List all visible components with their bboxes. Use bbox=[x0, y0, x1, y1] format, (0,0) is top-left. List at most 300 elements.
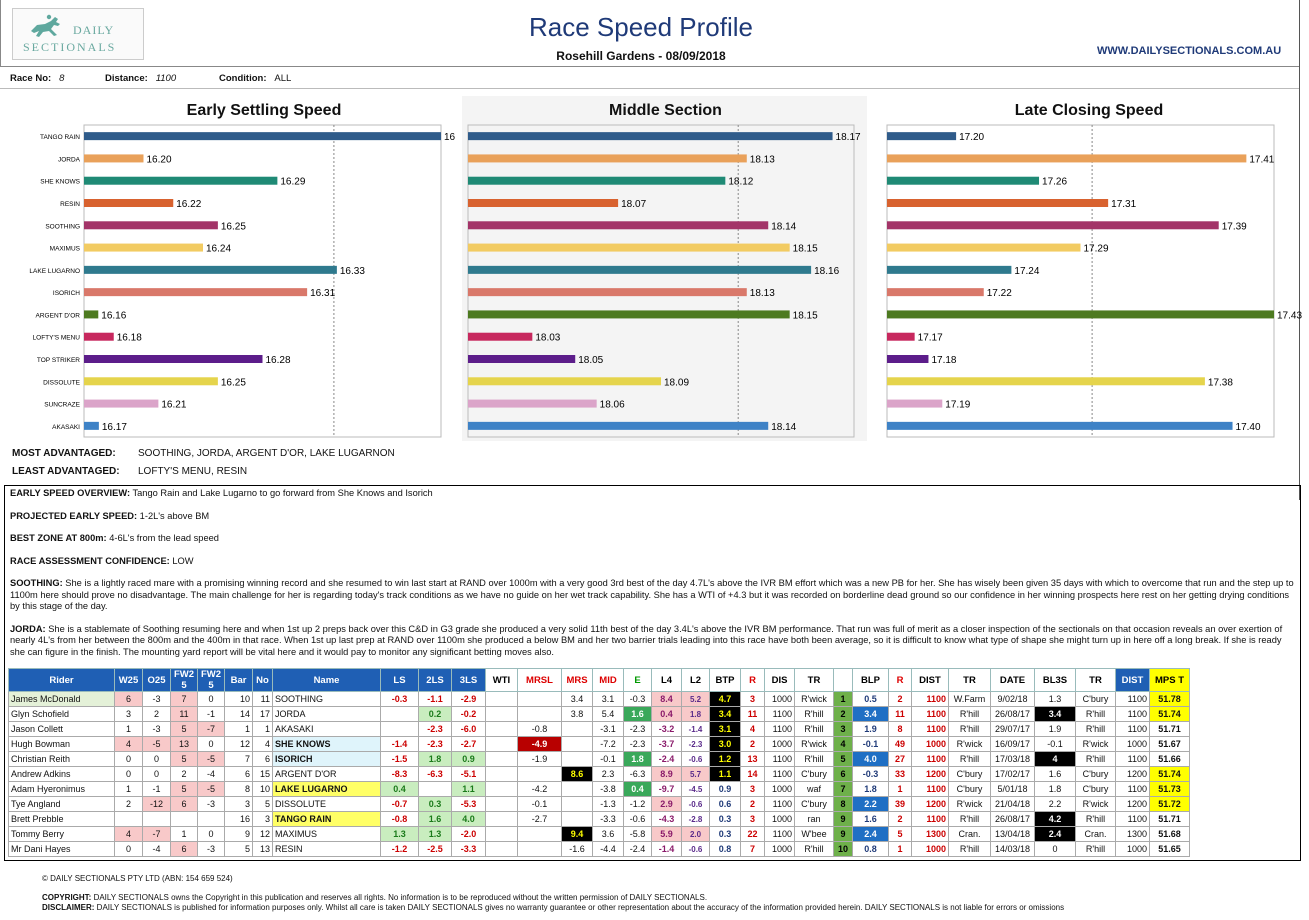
table-cell: -2.4 bbox=[624, 842, 652, 857]
table-cell: -2.3 bbox=[419, 737, 452, 752]
table-cell: Mr Dani Hayes bbox=[9, 842, 115, 857]
table-cell: -5.8 bbox=[624, 827, 652, 842]
table-cell: -7 bbox=[143, 827, 171, 842]
table-cell: -3 bbox=[143, 722, 171, 737]
best-zone: BEST ZONE AT 800m: 4-6L's from the lead speed bbox=[10, 533, 219, 543]
table-cell: 1100 bbox=[765, 767, 795, 782]
bar-1-12 bbox=[468, 400, 597, 408]
table-cell: -3.3 bbox=[452, 842, 486, 857]
confidence: RACE ASSESSMENT CONFIDENCE: LOW bbox=[10, 555, 194, 566]
table-cell: 3 bbox=[115, 707, 143, 722]
table-cell: -12 bbox=[143, 797, 171, 812]
table-cell: C'bury bbox=[1076, 692, 1116, 707]
runner-table bbox=[8, 668, 1190, 857]
table-cell: -2.8 bbox=[682, 812, 710, 827]
table-cell: -0.3 bbox=[853, 767, 889, 782]
table-cell: -3.3 bbox=[593, 812, 624, 827]
bar-value-label: 17.22 bbox=[986, 288, 1012, 300]
bar-value-label: 18.09 bbox=[664, 377, 690, 389]
table-cell: 4 bbox=[834, 737, 853, 752]
table-cell: 1.3 bbox=[419, 827, 452, 842]
table-cell: 1000 bbox=[765, 812, 795, 827]
col-header: R bbox=[889, 669, 912, 692]
table-cell bbox=[562, 722, 593, 737]
table-cell: 3.1 bbox=[710, 722, 741, 737]
table-cell: 3 bbox=[834, 722, 853, 737]
bar-value-label: 18.13 bbox=[749, 154, 775, 166]
table-cell: -2.9 bbox=[452, 692, 486, 707]
table-cell: 2 bbox=[115, 797, 143, 812]
table-cell: 0.6 bbox=[710, 797, 741, 812]
category-label: ISORICH bbox=[52, 290, 80, 298]
table-cell: -2.3 bbox=[419, 722, 452, 737]
bar-value-label: 17.17 bbox=[917, 332, 943, 344]
col-header: 2LS bbox=[419, 669, 452, 692]
table-cell: 0 bbox=[115, 842, 143, 857]
table-cell: -7 bbox=[198, 722, 225, 737]
col-header: BLP bbox=[853, 669, 889, 692]
table-cell: 0 bbox=[143, 752, 171, 767]
table-cell: 3.4 bbox=[853, 707, 889, 722]
bar-1-5 bbox=[468, 244, 790, 252]
bar-1-6 bbox=[468, 266, 811, 274]
table-row[interactable] bbox=[9, 812, 1190, 827]
bar-value-label: 16.17 bbox=[101, 421, 127, 433]
table-cell: 51.72 bbox=[1150, 797, 1190, 812]
table-cell: R'hill bbox=[949, 812, 991, 827]
bar-value-label: 18.16 bbox=[814, 265, 840, 277]
category-label: SUNCRAZE bbox=[44, 401, 80, 409]
table-cell bbox=[486, 752, 518, 767]
bar-0-13 bbox=[84, 422, 99, 430]
table-cell: 51.71 bbox=[1150, 812, 1190, 827]
table-cell: 1000 bbox=[1116, 737, 1150, 752]
table-cell: 0.4 bbox=[624, 782, 652, 797]
bar-value-label: 16.24 bbox=[206, 243, 232, 255]
table-cell: -0.1 bbox=[518, 797, 562, 812]
table-cell: -0.1 bbox=[853, 737, 889, 752]
bar-value-label: 16.25 bbox=[220, 377, 246, 389]
bar-2-13 bbox=[887, 422, 1233, 430]
table-cell: 15 bbox=[253, 767, 273, 782]
table-cell: R'wick bbox=[795, 737, 834, 752]
bar-value-label: 18.14 bbox=[771, 221, 797, 233]
chart-frame-1 bbox=[468, 125, 854, 437]
table-cell: -5.3 bbox=[452, 797, 486, 812]
table-cell: -3 bbox=[198, 797, 225, 812]
table-cell: 2 bbox=[143, 707, 171, 722]
table-cell: -5 bbox=[143, 737, 171, 752]
table-cell: 5.9 bbox=[652, 827, 682, 842]
table-row[interactable] bbox=[9, 692, 1190, 707]
bar-value-label: 18.15 bbox=[792, 310, 818, 322]
table-cell: R'hill bbox=[949, 842, 991, 857]
table-cell: C'bury bbox=[949, 767, 991, 782]
table-cell: -3 bbox=[198, 842, 225, 857]
website-link[interactable]: WWW.DAILYSECTIONALS.COM.AU bbox=[1097, 45, 1282, 57]
table-cell: 0 bbox=[115, 767, 143, 782]
table-cell: 5 bbox=[225, 842, 253, 857]
bar-value-label: 18.15 bbox=[792, 243, 818, 255]
table-cell: 51.68 bbox=[1150, 827, 1190, 842]
table-cell bbox=[486, 827, 518, 842]
table-cell bbox=[486, 722, 518, 737]
table-cell: -0.1 bbox=[593, 752, 624, 767]
bar-1-10 bbox=[468, 355, 575, 363]
table-cell: -1.1 bbox=[419, 692, 452, 707]
table-cell: 1.3 bbox=[1035, 692, 1076, 707]
chart-title-early: Early Settling Speed bbox=[186, 102, 342, 119]
table-cell: DISSOLUTE bbox=[273, 797, 381, 812]
table-cell: C'bury bbox=[1076, 767, 1116, 782]
table-cell bbox=[486, 707, 518, 722]
table-cell: 1.2 bbox=[710, 752, 741, 767]
table-cell: 7 bbox=[225, 752, 253, 767]
table-cell: Adam Hyeronimus bbox=[9, 782, 115, 797]
table-cell bbox=[486, 737, 518, 752]
table-cell: 8 bbox=[834, 797, 853, 812]
table-cell: -2.7 bbox=[452, 737, 486, 752]
bar-0-9 bbox=[84, 333, 114, 341]
category-label: AKASAKI bbox=[52, 423, 80, 431]
bar-value-label: 17.18 bbox=[931, 355, 957, 366]
table-cell: -1.5 bbox=[381, 752, 419, 767]
table-header-row bbox=[9, 669, 1190, 692]
table-cell bbox=[143, 812, 171, 827]
table-cell bbox=[381, 722, 419, 737]
table-cell: -1.4 bbox=[682, 722, 710, 737]
col-header: No bbox=[253, 669, 273, 692]
bar-value-label: 16 bbox=[444, 132, 456, 144]
table-cell: 11 bbox=[741, 707, 765, 722]
bar-2-11 bbox=[887, 377, 1205, 385]
bar-value-label: 16.25 bbox=[220, 221, 246, 233]
table-cell: 1100 bbox=[1116, 722, 1150, 737]
table-cell: -6.3 bbox=[624, 767, 652, 782]
table-cell: 5.4 bbox=[593, 707, 624, 722]
page-subtitle: Rosehill Gardens - 08/09/2018 bbox=[556, 49, 726, 63]
col-header: W25 bbox=[115, 669, 143, 692]
table-cell: -0.3 bbox=[381, 692, 419, 707]
table-cell: 1300 bbox=[912, 827, 949, 842]
bar-value-label: 18.14 bbox=[771, 421, 797, 433]
table-cell: 2.2 bbox=[853, 797, 889, 812]
table-cell: 1.8 bbox=[624, 752, 652, 767]
table-cell: 1200 bbox=[912, 767, 949, 782]
bar-0-5 bbox=[84, 244, 203, 252]
table-cell: 51.66 bbox=[1150, 752, 1190, 767]
table-cell: 1100 bbox=[912, 692, 949, 707]
table-cell: -0.1 bbox=[1035, 737, 1076, 752]
table-cell: 3.8 bbox=[562, 707, 593, 722]
footer-disclaimer: DISCLAIMER: DAILY SECTIONALS is published for information purposes only. Whilst all care is taken DAILY SECTIONALS gives no warranty guarantee or other representation about the accuracy of the information provided herein. DAILY SECTIONALS is not liable for errors or omissions bbox=[42, 903, 1065, 912]
table-cell bbox=[562, 752, 593, 767]
table-cell: Tommy Berry bbox=[9, 827, 115, 842]
bar-0-2 bbox=[84, 177, 277, 185]
table-cell: 21/04/18 bbox=[991, 797, 1035, 812]
bar-2-1 bbox=[887, 154, 1246, 162]
table-cell: 9 bbox=[834, 827, 853, 842]
bar-value-label: 18.12 bbox=[728, 176, 754, 188]
table-cell: 1.6 bbox=[624, 707, 652, 722]
table-cell: 5 bbox=[889, 827, 912, 842]
col-header: Bar bbox=[225, 669, 253, 692]
table-cell: 6 bbox=[115, 692, 143, 707]
table-cell: Brett Prebble bbox=[9, 812, 115, 827]
table-row[interactable] bbox=[9, 782, 1190, 797]
col-header: 3LS bbox=[452, 669, 486, 692]
table-cell: -9.7 bbox=[652, 782, 682, 797]
bar-2-10 bbox=[887, 355, 928, 363]
table-cell: 5 bbox=[171, 722, 198, 737]
table-cell: 2 bbox=[889, 812, 912, 827]
table-row[interactable] bbox=[9, 842, 1190, 857]
table-cell: 1100 bbox=[1116, 812, 1150, 827]
table-cell: 4 bbox=[253, 737, 273, 752]
bar-value-label: 17.31 bbox=[1111, 199, 1137, 210]
bar-value-label: 17.26 bbox=[1042, 176, 1068, 188]
table-cell: 0.5 bbox=[853, 692, 889, 707]
table-cell: -0.6 bbox=[624, 812, 652, 827]
bar-1-1 bbox=[468, 154, 747, 162]
table-cell: C'bury bbox=[949, 782, 991, 797]
table-cell: 2.2 bbox=[1035, 797, 1076, 812]
table-cell bbox=[562, 737, 593, 752]
table-row[interactable] bbox=[9, 737, 1190, 752]
table-cell: -4.3 bbox=[652, 812, 682, 827]
bar-value-label: 18.03 bbox=[535, 332, 561, 344]
col-header: TR bbox=[949, 669, 991, 692]
table-cell: -0.6 bbox=[682, 797, 710, 812]
table-cell: 1.8 bbox=[682, 707, 710, 722]
table-cell: 1.6 bbox=[419, 812, 452, 827]
table-row[interactable] bbox=[9, 752, 1190, 767]
table-cell bbox=[562, 797, 593, 812]
table-cell: -4.5 bbox=[682, 782, 710, 797]
table-cell: 1 bbox=[171, 827, 198, 842]
table-cell: -5 bbox=[198, 782, 225, 797]
table-cell: 8.4 bbox=[652, 692, 682, 707]
table-cell bbox=[518, 827, 562, 842]
table-cell: 3.4 bbox=[1035, 707, 1076, 722]
col-header: DIST bbox=[1116, 669, 1150, 692]
bar-0-7 bbox=[84, 288, 307, 296]
bar-value-label: 17.29 bbox=[1083, 243, 1109, 255]
table-cell: -1.4 bbox=[652, 842, 682, 857]
col-header: E bbox=[624, 669, 652, 692]
table-cell: 16/09/17 bbox=[991, 737, 1035, 752]
table-cell: 6 bbox=[253, 752, 273, 767]
table-cell: R'hill bbox=[795, 752, 834, 767]
table-row[interactable] bbox=[9, 707, 1190, 722]
category-label: SOOTHING bbox=[45, 223, 80, 231]
table-cell: 51.65 bbox=[1150, 842, 1190, 857]
table-cell: 8.6 bbox=[562, 767, 593, 782]
table-cell: 1100 bbox=[1116, 782, 1150, 797]
table-cell: -3 bbox=[143, 692, 171, 707]
table-cell: -8.3 bbox=[381, 767, 419, 782]
bar-2-8 bbox=[887, 310, 1274, 318]
table-cell: -5 bbox=[198, 752, 225, 767]
bar-0-12 bbox=[84, 400, 158, 408]
bar-value-label: 16.33 bbox=[339, 265, 365, 277]
table-cell bbox=[518, 692, 562, 707]
table-cell: 3.6 bbox=[593, 827, 624, 842]
page-title: Race Speed Profile bbox=[528, 12, 754, 42]
bar-value-label: 17.40 bbox=[1235, 421, 1261, 433]
table-cell: 14/03/18 bbox=[991, 842, 1035, 857]
bar-value-label: 17.39 bbox=[1221, 221, 1247, 233]
table-cell: -0.7 bbox=[381, 797, 419, 812]
table-cell: 26/08/17 bbox=[991, 707, 1035, 722]
table-cell: 1200 bbox=[1116, 767, 1150, 782]
category-label: TANGO RAIN bbox=[40, 134, 80, 142]
table-cell: 1100 bbox=[1116, 692, 1150, 707]
table-cell: 51.78 bbox=[1150, 692, 1190, 707]
bar-0-0 bbox=[84, 132, 441, 140]
table-cell: 1 bbox=[115, 782, 143, 797]
least-advantaged: LEAST ADVANTAGED: LOFTY'S MENU, RESIN bbox=[12, 466, 248, 477]
most-advantaged: MOST ADVANTAGED: SOOTHING, JORDA, ARGENT D'OR, LAKE LUGARNON bbox=[12, 448, 395, 459]
table-cell: 1 bbox=[225, 722, 253, 737]
table-cell: 1.9 bbox=[1035, 722, 1076, 737]
footer-copyright: COPYRIGHT: DAILY SECTIONALS owns the Copyright in this publication and reserves all rights. No information is to be reproduced without the written permission of DAILY SECTIONALS. bbox=[42, 893, 708, 902]
bar-1-13 bbox=[468, 422, 768, 430]
table-cell: R'hill bbox=[1076, 722, 1116, 737]
table-cell: -0.6 bbox=[682, 842, 710, 857]
table-cell: 12 bbox=[253, 827, 273, 842]
col-header: DATE bbox=[991, 669, 1035, 692]
projected-early-speed: PROJECTED EARLY SPEED: 1-2L's above BM bbox=[10, 510, 210, 521]
table-cell: -0.8 bbox=[518, 722, 562, 737]
bar-1-4 bbox=[468, 221, 768, 229]
table-cell: 14 bbox=[741, 767, 765, 782]
table-cell: Tye Angland bbox=[9, 797, 115, 812]
table-cell: C'bury bbox=[795, 767, 834, 782]
table-cell: 1300 bbox=[1116, 827, 1150, 842]
bar-2-3 bbox=[887, 199, 1108, 207]
table-cell: 2 bbox=[889, 692, 912, 707]
footer-company: © DAILY SECTIONALS PTY LTD (ABN: 154 659 524) bbox=[42, 874, 233, 883]
bar-2-7 bbox=[887, 288, 984, 296]
table-cell: 1 bbox=[834, 692, 853, 707]
table-cell: 16 bbox=[225, 812, 253, 827]
table-cell: 7 bbox=[834, 782, 853, 797]
table-cell: R'hill bbox=[949, 707, 991, 722]
table-cell: 9 bbox=[225, 827, 253, 842]
bar-1-8 bbox=[468, 310, 790, 318]
table-cell: 6 bbox=[171, 797, 198, 812]
table-cell: 1100 bbox=[912, 812, 949, 827]
table-cell: 0 bbox=[1035, 842, 1076, 857]
col-header: R bbox=[741, 669, 765, 692]
table-cell: 1100 bbox=[765, 707, 795, 722]
table-cell: 12 bbox=[225, 737, 253, 752]
bar-2-0 bbox=[887, 132, 956, 140]
bar-2-2 bbox=[887, 177, 1039, 185]
category-label: JORDA bbox=[57, 156, 80, 164]
bar-2-5 bbox=[887, 244, 1081, 252]
table-cell: -1.2 bbox=[381, 842, 419, 857]
table-cell: waf bbox=[795, 782, 834, 797]
table-cell: -1 bbox=[143, 782, 171, 797]
table-cell: MAXIMUS bbox=[273, 827, 381, 842]
table-cell bbox=[486, 767, 518, 782]
table-row[interactable] bbox=[9, 722, 1190, 737]
table-cell: 3 bbox=[253, 812, 273, 827]
bar-0-8 bbox=[84, 310, 98, 318]
table-cell: 10 bbox=[834, 842, 853, 857]
bar-value-label: 16.16 bbox=[101, 310, 127, 322]
col-header bbox=[834, 669, 853, 692]
table-cell: James McDonald bbox=[9, 692, 115, 707]
table-cell: 0 bbox=[198, 737, 225, 752]
table-cell: 5.2 bbox=[682, 692, 710, 707]
table-cell: 1.6 bbox=[1035, 767, 1076, 782]
table-row[interactable] bbox=[9, 797, 1190, 812]
bar-value-label: 17.19 bbox=[945, 399, 971, 411]
table-cell: -0.6 bbox=[682, 752, 710, 767]
table-cell: 5.7 bbox=[682, 767, 710, 782]
table-cell: 7 bbox=[741, 842, 765, 857]
col-header: FW2 5 bbox=[171, 669, 198, 692]
bar-0-4 bbox=[84, 221, 218, 229]
bar-value-label: 17.20 bbox=[959, 132, 985, 144]
bar-value-label: 18.07 bbox=[621, 199, 647, 210]
table-cell: 4 bbox=[741, 722, 765, 737]
bar-1-3 bbox=[468, 199, 618, 207]
table-cell: 3.4 bbox=[562, 692, 593, 707]
table-cell: -3.2 bbox=[652, 722, 682, 737]
table-cell: 0.8 bbox=[853, 842, 889, 857]
table-cell: -3.8 bbox=[593, 782, 624, 797]
bar-value-label: 16.31 bbox=[310, 288, 336, 300]
table-row[interactable] bbox=[9, 827, 1190, 842]
table-cell: 6 bbox=[225, 767, 253, 782]
table-cell: 1100 bbox=[765, 827, 795, 842]
table-row[interactable] bbox=[9, 767, 1190, 782]
bar-0-10 bbox=[84, 355, 263, 363]
table-cell: -2.5 bbox=[419, 842, 452, 857]
table-cell: R'hill bbox=[795, 707, 834, 722]
table-cell: W.Farm bbox=[949, 692, 991, 707]
bar-value-label: 18.17 bbox=[835, 132, 861, 144]
table-cell: R'wick bbox=[949, 797, 991, 812]
table-cell: -4 bbox=[143, 842, 171, 857]
col-header: O25 bbox=[143, 669, 171, 692]
table-cell: 4 bbox=[115, 827, 143, 842]
table-cell: 3 bbox=[225, 797, 253, 812]
table-cell: 3 bbox=[741, 692, 765, 707]
category-label: LOFTY'S MENU bbox=[32, 334, 80, 342]
jorda-analysis: JORDA: She is a stablemate of Soothing resuming here and when 1st up 2 preps back over this C&D in G3 grade she produced a very solid 11th best of the day 3.4L's above the IVR BM performance. That run was full of merit as a closer inspection of the sectionals on that occasion reveals an over exertion of nearly 4L's from her between the 800m and the 400m in that race. When 1st up last prep at RAND over 1100m she produced a below BM and her two barrier trials leading into this race have both been average, so it is difficult to know what type of shape she might turn up in here off a long break. If she is ready she can figure in the finish. The mounting yard report will be vital here and it would pay to monitor any significant betting moves also. bbox=[10, 623, 1283, 657]
table-cell bbox=[518, 707, 562, 722]
table-cell: TANGO RAIN bbox=[273, 812, 381, 827]
table-cell: Hugh Bowman bbox=[9, 737, 115, 752]
table-cell: RESIN bbox=[273, 842, 381, 857]
table-cell: -2.3 bbox=[682, 737, 710, 752]
table-cell: -2.0 bbox=[452, 827, 486, 842]
table-cell: 17/03/18 bbox=[991, 752, 1035, 767]
table-cell: 2 bbox=[741, 797, 765, 812]
table-cell: Andrew Adkins bbox=[9, 767, 115, 782]
table-cell: 51.74 bbox=[1150, 707, 1190, 722]
table-cell: 8.9 bbox=[652, 767, 682, 782]
table-cell: -0.8 bbox=[381, 812, 419, 827]
col-header: TR bbox=[1076, 669, 1116, 692]
table-cell: 0.3 bbox=[710, 827, 741, 842]
table-cell: 14 bbox=[225, 707, 253, 722]
